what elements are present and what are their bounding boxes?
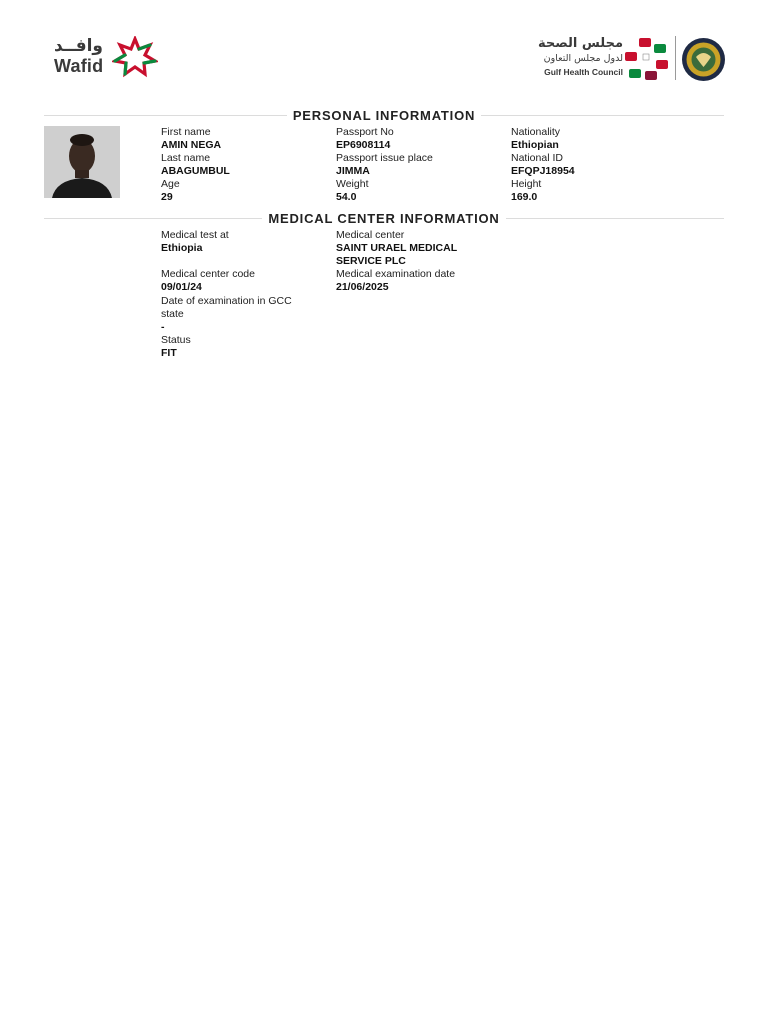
height-label: Height: [511, 178, 542, 190]
gcc-seal-icon: [681, 37, 726, 82]
medical-test-at-label: Medical test at: [161, 229, 229, 241]
gulf-health-council-logo: [533, 34, 729, 84]
wafid-logo-arabic: وافــد: [54, 36, 103, 56]
medical-test-at-field: [161, 229, 331, 255]
passport-no-field: [336, 126, 506, 152]
medical-test-at-value: Ethiopia: [161, 242, 203, 254]
passport-no-label: Passport No: [336, 126, 394, 138]
wafid-logo-text: Wafid: [54, 56, 104, 76]
last-name-value: ABAGUMBUL: [161, 165, 230, 177]
first-name-value: AMIN NEGA: [161, 139, 222, 151]
medical-center-label: Medical center: [336, 229, 405, 241]
gcc-examination-date-value: -: [161, 321, 165, 333]
passport-no-value: EP6908114: [336, 139, 391, 151]
medical-center-code-value: 09/01/24: [161, 281, 202, 293]
weight-value: 54.0: [336, 191, 357, 203]
ghc-logo-arabic-subtitle: لدول مجلس التعاون: [543, 53, 623, 64]
medical-center-information-heading: [44, 210, 724, 228]
gcc-examination-date-field: [161, 295, 301, 334]
medical-center-value: SAINT URAEL MEDICAL SERVICE PLC: [336, 242, 457, 267]
nationality-field: [511, 126, 681, 152]
medical-examination-date-field: [336, 268, 506, 294]
wafid-logo: [52, 34, 162, 80]
weight-label: Weight: [336, 178, 369, 190]
passport-issue-place-label: Passport issue place: [336, 152, 433, 164]
age-value: 29: [161, 191, 173, 203]
personal-information-title: PERSONAL INFORMATION: [287, 108, 481, 123]
age-field: [161, 178, 331, 204]
nationality-label: Nationality: [511, 126, 561, 138]
medical-center-field: [336, 229, 476, 268]
age-label: Age: [161, 178, 180, 190]
medical-center-code-field: [161, 268, 331, 294]
height-field: [511, 178, 681, 204]
last-name-field: [161, 152, 331, 178]
national-id-value: EFQPJ18954: [511, 165, 575, 177]
personal-information-heading: [44, 107, 724, 125]
first-name-field: [161, 126, 331, 152]
ghc-logo-divider: [675, 36, 676, 80]
last-name-label: Last name: [161, 152, 211, 164]
passport-issue-place-value: JIMMA: [336, 165, 370, 177]
ghc-logo-arabic-title: مجلس الصحة: [537, 36, 623, 51]
national-id-label: National ID: [511, 152, 563, 164]
status-label: Status: [161, 334, 191, 346]
passport-issue-place-field: [336, 152, 506, 178]
first-name-label: First name: [161, 126, 211, 138]
gcc-examination-date-label: Date of examination in GCC state: [161, 295, 292, 320]
nationality-value: Ethiopian: [511, 139, 559, 151]
medical-center-information-title: MEDICAL CENTER INFORMATION: [262, 211, 505, 226]
ghc-emblem-icon: [623, 36, 669, 82]
status-value: FIT: [161, 347, 177, 359]
person-photo-icon: [44, 126, 120, 198]
national-id-field: [511, 152, 681, 178]
height-value: 169.0: [511, 191, 538, 203]
applicant-photo: [44, 126, 120, 198]
ghc-logo-text: Gulf Health Council: [544, 67, 623, 77]
wafid-star-icon: [112, 36, 158, 78]
status-field: [161, 334, 331, 360]
medical-examination-date-value: 21/06/2025: [336, 281, 389, 293]
medical-examination-date-label: Medical examination date: [336, 268, 456, 280]
weight-field: [336, 178, 506, 204]
medical-center-code-label: Medical center code: [161, 268, 255, 280]
